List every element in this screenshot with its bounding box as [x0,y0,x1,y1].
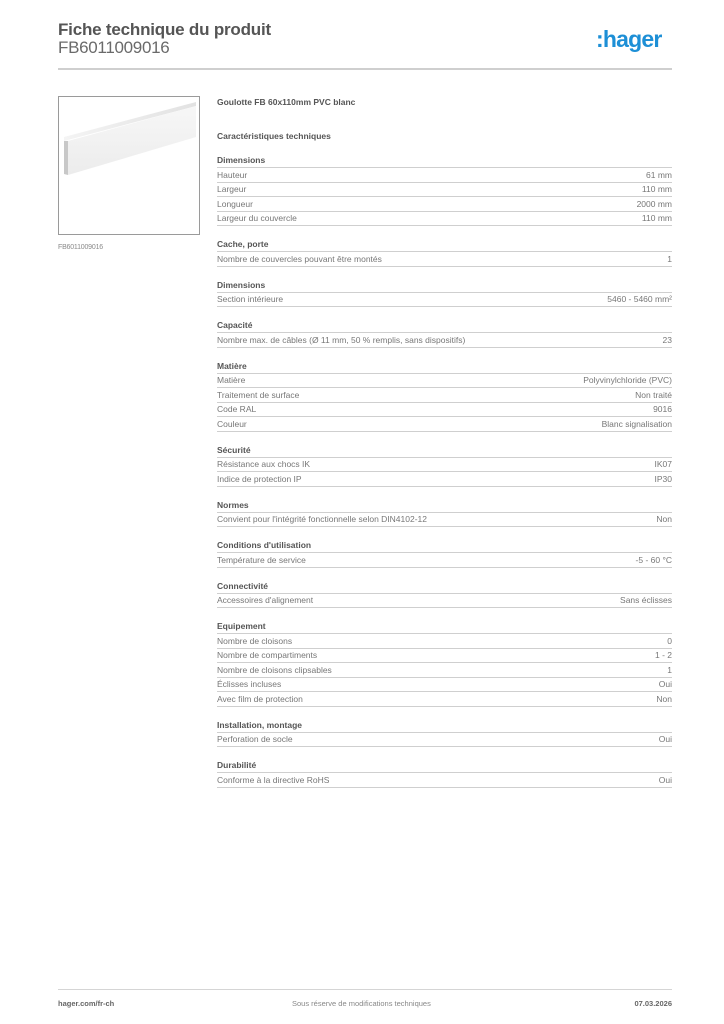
spec-value: 1 - 2 [654,650,672,661]
product-image [58,96,200,235]
spec-row [217,388,672,403]
section-title: Matière [217,360,672,374]
spec-row [217,513,672,528]
spec-value: Non [656,693,672,704]
spec-row [217,733,672,748]
section-title: Normes [217,499,672,513]
spec-value: Oui [658,734,672,745]
spec-row [217,663,672,678]
spec-label: Nombre de compartiments [217,650,318,661]
section-title: Dimensions [217,279,672,293]
spec-row [217,773,672,788]
spec-section [217,580,672,609]
header-divider [58,68,672,70]
spec-label: Température de service [217,554,306,565]
spec-value: 23 [662,334,672,345]
spec-row [217,472,672,487]
spec-row [217,692,672,707]
spec-value: 2000 mm [636,198,672,209]
section-title: Durabilité [217,759,672,773]
spec-label: Perforation de socle [217,734,293,745]
spec-label: Nombre de cloisons clipsables [217,664,332,675]
spec-value: Sans éclisses [620,595,672,606]
spec-row [217,168,672,183]
spec-row [217,553,672,568]
spec-row [217,417,672,432]
spec-section [217,360,672,432]
spec-value: IP30 [654,473,672,484]
spec-value: Oui [658,679,672,690]
spec-value: Oui [658,774,672,785]
spec-value: Polyvinylchloride (PVC) [583,375,672,386]
spec-label: Longueur [217,198,253,209]
spec-sections [217,154,672,788]
section-title: Dimensions [217,154,672,168]
spec-section [217,620,672,707]
spec-section [217,154,672,226]
spec-section [217,319,672,348]
spec-row [217,458,672,473]
spec-content [217,96,672,788]
spec-section [217,444,672,487]
spec-label: Résistance aux chocs IK [217,459,311,470]
spec-row [217,197,672,212]
spec-label: Éclisses incluses [217,679,282,690]
spec-row [217,649,672,664]
spec-section [217,238,672,267]
spec-label: Traitement de surface [217,389,300,400]
footer-divider [58,989,672,990]
spec-row [217,678,672,693]
spec-row [217,293,672,308]
section-title: Conditions d'utilisation [217,539,672,553]
spec-value: 5460 - 5460 mm² [607,294,672,305]
section-title: Cache, porte [217,238,672,252]
website-link[interactable]: hager.com/fr-ch [58,999,115,1008]
spec-row [217,403,672,418]
spec-row [217,594,672,609]
spec-value: -5 - 60 °C [635,554,672,565]
product-reference: FB6011009016 [58,38,170,57]
spec-value: Non [656,514,672,525]
product-name: Goulotte FB 60x110mm PVC blanc [217,97,356,107]
spec-row [217,333,672,348]
spec-row [217,252,672,267]
section-title: Equipement [217,620,672,634]
spec-label: Indice de protection IP [217,473,302,484]
spec-label: Section intérieure [217,294,284,305]
hager-logo: :hager [596,26,662,52]
spec-section [217,279,672,308]
spec-label: Nombre de couvercles pouvant être montés [217,253,382,264]
spec-value: Non traité [635,389,672,400]
spec-row [217,634,672,649]
spec-value: 0 [667,635,672,646]
spec-label: Matière [217,375,246,386]
spec-label: Nombre de cloisons [217,635,293,646]
spec-value: IK07 [654,459,672,470]
spec-label: Largeur [217,184,247,195]
spec-label: Accessoires d'alignement [217,595,314,606]
spec-value: 1 [667,253,672,264]
spec-label: Code RAL [217,404,257,415]
spec-value: Blanc signalisation [601,418,672,429]
footer-disclaimer: Sous réserve de modifications techniques [292,999,431,1008]
spec-label: Convient pour l'intégrité fonctionnelle selon DIN4102-12 [217,514,428,525]
spec-row [217,374,672,389]
spec-section [217,499,672,528]
spec-value: 110 mm [641,213,672,224]
spec-row [217,212,672,227]
cable-trunking-illustration [59,97,199,234]
footer-date: 07.03.2026 [634,999,672,1008]
spec-label: Couleur [217,418,247,429]
section-title: Capacité [217,319,672,333]
spec-label: Hauteur [217,169,248,180]
spec-label: Largeur du couvercle [217,213,297,224]
spec-row [217,183,672,198]
spec-value: 9016 [653,404,672,415]
spec-value: 61 mm [646,169,672,180]
spec-value: 110 mm [641,184,672,195]
spec-value: 1 [667,664,672,675]
spec-label: Avec film de protection [217,693,303,704]
specs-heading: Caractéristiques techniques [217,131,331,141]
spec-label: Conforme à la directive RoHS [217,774,330,785]
spec-section [217,759,672,788]
image-caption: FB6011009016 [58,244,103,251]
section-title: Sécurité [217,444,672,458]
page-title: Fiche technique du produit [58,20,271,39]
spec-section [217,719,672,748]
spec-label: Nombre max. de câbles (Ø 11 mm, 50 % remplis, sans dispositifs) [217,334,466,345]
spec-section [217,539,672,568]
section-title: Connectivité [217,580,672,594]
section-title: Installation, montage [217,719,672,733]
